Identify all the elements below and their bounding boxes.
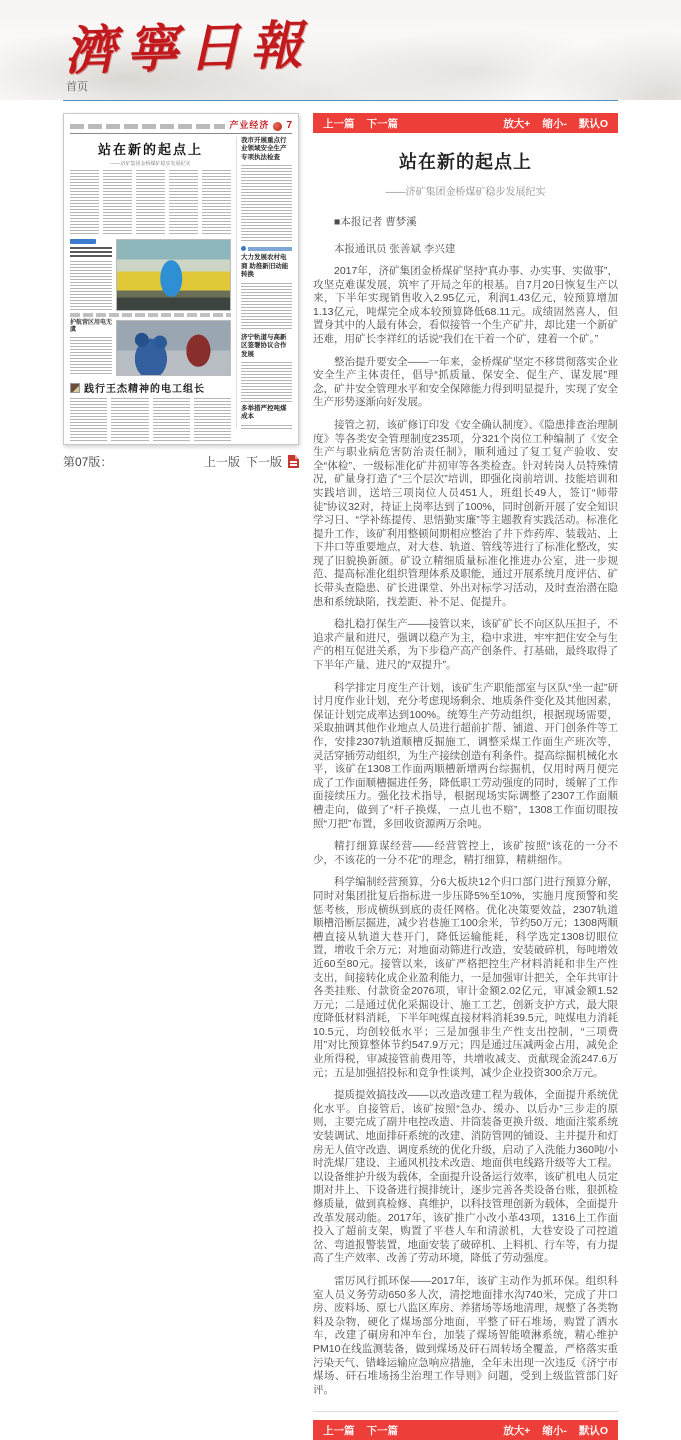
paper-subheadline: ——济矿集团金桥煤矿稳步发展纪实 xyxy=(110,161,191,167)
zoom-in-button[interactable]: 放大+ xyxy=(503,117,531,130)
zoom-out-button[interactable]: 缩小- xyxy=(542,117,567,130)
paper-headline: 站在新的起点上 xyxy=(97,142,203,157)
page-thumbnail-column xyxy=(63,113,299,1440)
paper-mid-headline-row xyxy=(70,380,231,395)
article-column xyxy=(313,113,618,1440)
paper-text-columns xyxy=(70,170,231,236)
prev-page-link[interactable]: 上一版 xyxy=(203,455,240,469)
next-page-link[interactable]: 下一版 xyxy=(245,455,282,469)
byline-correspondent: 本报通讯员 张善斌 李兴建 xyxy=(334,243,456,255)
paper-dateline xyxy=(70,124,225,129)
paper-side-headline-4: 多举措严控吨煤成本 xyxy=(241,404,287,421)
prev-article-link-bottom[interactable]: 上一篇 xyxy=(323,1424,355,1437)
article-paragraph: 雷厉风行抓环保——2017年，该矿主动作为抓环保。组织科室人员义务劳动650多人次，清挖地面排水沟740米，完成了井口房、废料场、原七八监区库房、养猪场等场地清理，规整了各类物料及杂物，硬化了煤场部分地面，平整了矸石堆场，购置了洒水车，改建了硐房和冲车台，加装了煤场智能喷淋系统，精心维护PM10在线监测装备，做到煤场及矸石周转场全覆盖，严格落实重污染天气、错峰运输应急响应措施，全年未出现一次违反《济宁市煤场、矸石堆场扬尘治理工作导则》问题，受到上级监管部门好评。 xyxy=(313,1274,618,1396)
article-paragraph: 2017年，济矿集团金桥煤矿坚持“真办事、办实事、实做事”，攻坚克难谋发展，筑牢了开局之年的根基。自7月20日恢复生产以来，下半年实现销售收入2.95亿元，利润1.43亿元，较预算增加1.13亿元，吨煤完全成本较预算降低68.11元。成绩固然喜人，但置身其中的人最有体会，看似接管一个生产矿井，却比建一个新矿还难，用矿长李祥红的话说“我们在干着一个矿，建着一个矿。” xyxy=(313,265,618,345)
newspaper-logo: 濟寧日報 xyxy=(63,14,313,83)
header-divider xyxy=(63,100,618,101)
paper-photo-workers xyxy=(116,320,231,376)
article-body xyxy=(313,265,618,1397)
paper-side-column xyxy=(236,137,292,429)
page-label: 第07版： xyxy=(63,455,113,469)
paper-left-column2 xyxy=(70,320,112,376)
zoom-out-button-bottom[interactable]: 缩小- xyxy=(542,1424,567,1437)
byline-reporter: ■本报记者 曹梦溪 xyxy=(334,216,417,228)
paper-column-tag-icon xyxy=(70,239,96,244)
paper-side-headline-3: 济宁轨道与高新区签署协议合作发展 xyxy=(241,333,287,358)
paper-mid-icon xyxy=(70,383,80,393)
paper-side-headline-1: 我市开展重点行业领域安全生产专项执法检查 xyxy=(241,137,287,161)
paper-photo-machinery xyxy=(116,239,231,311)
paper-left-column xyxy=(70,239,112,311)
prev-article-link[interactable]: 上一篇 xyxy=(323,117,355,130)
pdf-icon[interactable] xyxy=(288,455,299,468)
article-paragraph: 精打细算谋经营——经营管控上，该矿按照“该花的一分不少，不该花的一分不花”的理念，精打细算，精耕细作。 xyxy=(313,840,618,866)
next-article-link-bottom[interactable]: 下一篇 xyxy=(366,1424,398,1437)
paper-header xyxy=(70,119,292,134)
article-paragraph: 科学编制经营预算，分6大板块12个归口部门进行预算分解，同时对集团批复后指标进一步压降5%至10%，实施月度预警和奖惩考核，形成横纵到底的责任网格。优化决策要效益，2307轨道顺槽沿断层掘进，减少岩巷施工100余米，节约50万元；1308两顺槽直接从轨道大巷开门，降低运输能耗，科学选定1308切眼位置，增收千余万元；对地面动筛进行改造，安装破碎机，每吨增效近60至80元。接管以来，该矿严格把控生产材料消耗和非生产性支出，间接转化成企业盈利能力，一是加强审计把关，全年共审计各类挂账、付款资金2076项，审计金额2.02亿元，审减金额1.52万元；二是通过优化采掘设计、施工工艺，创新支护方式，最大限度降低材料消耗，下半年吨煤直接材料消耗39.5元，吨煤电力消耗10.5元，均创较低水平；三是加强非生产性支出控制，“三项费用”对比预算整体节约547.9万元；四是通过压减两金占用，减免企业所得税，审减接管前费用等，共增收减支、贡献现金流247.6万元；五是加强招投标和竞争性谈判，减少企业投资300余万元。 xyxy=(313,876,618,1079)
paper-page-number: 7 xyxy=(286,120,292,131)
article-toolbar-bottom xyxy=(313,1420,618,1440)
bottom-divider xyxy=(313,1411,618,1412)
photo-caption xyxy=(70,313,231,317)
zoom-default-button-bottom[interactable]: 默认O xyxy=(578,1424,608,1437)
paper-bottom-columns xyxy=(70,398,231,442)
paper-side-tag-icon xyxy=(241,246,292,251)
paper-left-headline: 护航营区用电无虞 xyxy=(70,320,113,334)
home-link[interactable]: 首页 xyxy=(66,81,88,93)
article-paragraph: 接管之初，该矿修订印发《安全确认制度》、《隐患排查治理制度》等各类安全管理制度235项，分321个岗位工种编制了《安全生产与职业病危害防治责任制》，顺利通过了复工复产验收、安全“体检”、一级标准化矿井初审等各类检查。针对转岗人员特殊情况，矿量身打造了“三个层次”培训，即强化岗前培训、技能培训和实践培训，送培三项岗位人员451人，班组长49人，签订“师带徒”协议32对，持证上岗率达到了100%，同时创新开展了安全知识学习日、“学补练提传、思悟勤实廉”等主题教育实践活动。标准化提升工作，该矿利用整顿间期相应整治了井下炸药库、装载站、上下井口等重要地点，对大巷、轨道、管线等进行了标准化整改，实现了旧貌换新颜。矿设立精细质量标准化推进办公室，进一步规范、提高标准化组织管理体系及职能，通过开展系统月度评估、矿长带头查隐患、矿长进课堂、外出对标学习活动，及时查治潜在隐患和系统缺陷，找差距、补不足、促提升。 xyxy=(313,418,618,608)
article-subtitle: ——济矿集团金桥煤矿稳步发展纪实 xyxy=(385,187,546,198)
article-paragraph: 提质提效搞技改——以改造改建工程为载体，全面提升系统优化水平。自接管后，该矿按照“急办、缓办、以后办”三步走的原则，主要完成了副井电控改造、井筒装备更换升级、地面注浆系统安装调试、地面排矸系统的改建、消防管网的铺设、主井提升和灯房无人值守改造、调度系统的优化升级，启动了入洗能力360吨/小时洗煤厂建设、主通风机技术改造、地面供电线路升级等大工程。以设备维护升级为载体，全面提升设备运行效率，该矿机电人员定期对井上、下设备进行摸排统计，逐步完善各类设备台账，狠抓检修质量，做到真检修、真维护，以科技管理创新为载体，全面提升改革发展动能。2017年，该矿推广小改小革43项，1316上工作面投入了超前支架，购置了平巷人车和清淤机，大巷安设了司控道岔、弯道报警装置，地面安装了破碎机、上料机、行车等，有力提高了生产效率、改善了劳动环境，降低了劳动强度。 xyxy=(313,1089,618,1265)
newspaper-page-image[interactable] xyxy=(63,113,299,445)
article-toolbar-top xyxy=(313,113,618,133)
paper-side-headline-2: 大力发展农村电商 助推新旧动能转换 xyxy=(241,254,289,279)
top-banner xyxy=(0,0,681,100)
paper-section-title: 产业经济 xyxy=(229,120,270,130)
paper-logo-icon xyxy=(273,122,282,131)
paper-mid-headline: 践行王杰精神的电工组长 xyxy=(84,384,205,395)
article-title: 站在新的起点上 xyxy=(399,152,532,172)
next-article-link[interactable]: 下一篇 xyxy=(366,117,398,130)
zoom-default-button[interactable]: 默认O xyxy=(578,117,608,130)
article-paragraph: 科学排定月度生产计划，该矿生产职能部室与区队“坐一起”研讨月度作业计划，充分考虑现场剩余、地质条件变化及其他因素，保证计划完成率达到100%。统筹生产劳动组织，根据现场需要，采取抽调其他作业地点人员进行超前扩帮、铺道、开门创条件等工作，安排2307轨道顺槽反掘施工，调整采煤工作面生产班次等，灵活穿插劳动组织，为生产接续创造有利条件。提高综掘机械化水平，该矿在1308工作面两顺槽新增两台综掘机，仅用时两月便完成了工作面顺槽掘进任务，降低职工劳动强度的同时，缓解了工作面接续压力。强化技术指导，根据现场实际调整了2307工作面顺槽走向，做到了“杆子换煤，一点儿也不赔”，1308工作面切眼按照“刀把”布置，多回收资源两万余吨。 xyxy=(313,681,618,830)
article-paragraph: 整治提升要安全——一年来，金桥煤矿坚定不移贯彻落实企业安全生产主体责任，倡导“抓质量、保安全、促生产、谋发展”理念，矿井安全管理水平和安全保障能力得到明显提升，实现了安全生产形势逐渐向好发展。 xyxy=(313,355,618,409)
article-paragraph: 稳扎稳打保生产——接管以来，该矿矿长不向区队压担子，不追求产量和进尺，强调以稳产为主，稳中求进，牢牢把住安全与生产的相互促进关系，为下步稳产高产创条件、打基础，最终取得了下半年产量、进尺的“双提升”。 xyxy=(313,618,618,672)
zoom-in-button-bottom[interactable]: 放大+ xyxy=(503,1424,531,1437)
